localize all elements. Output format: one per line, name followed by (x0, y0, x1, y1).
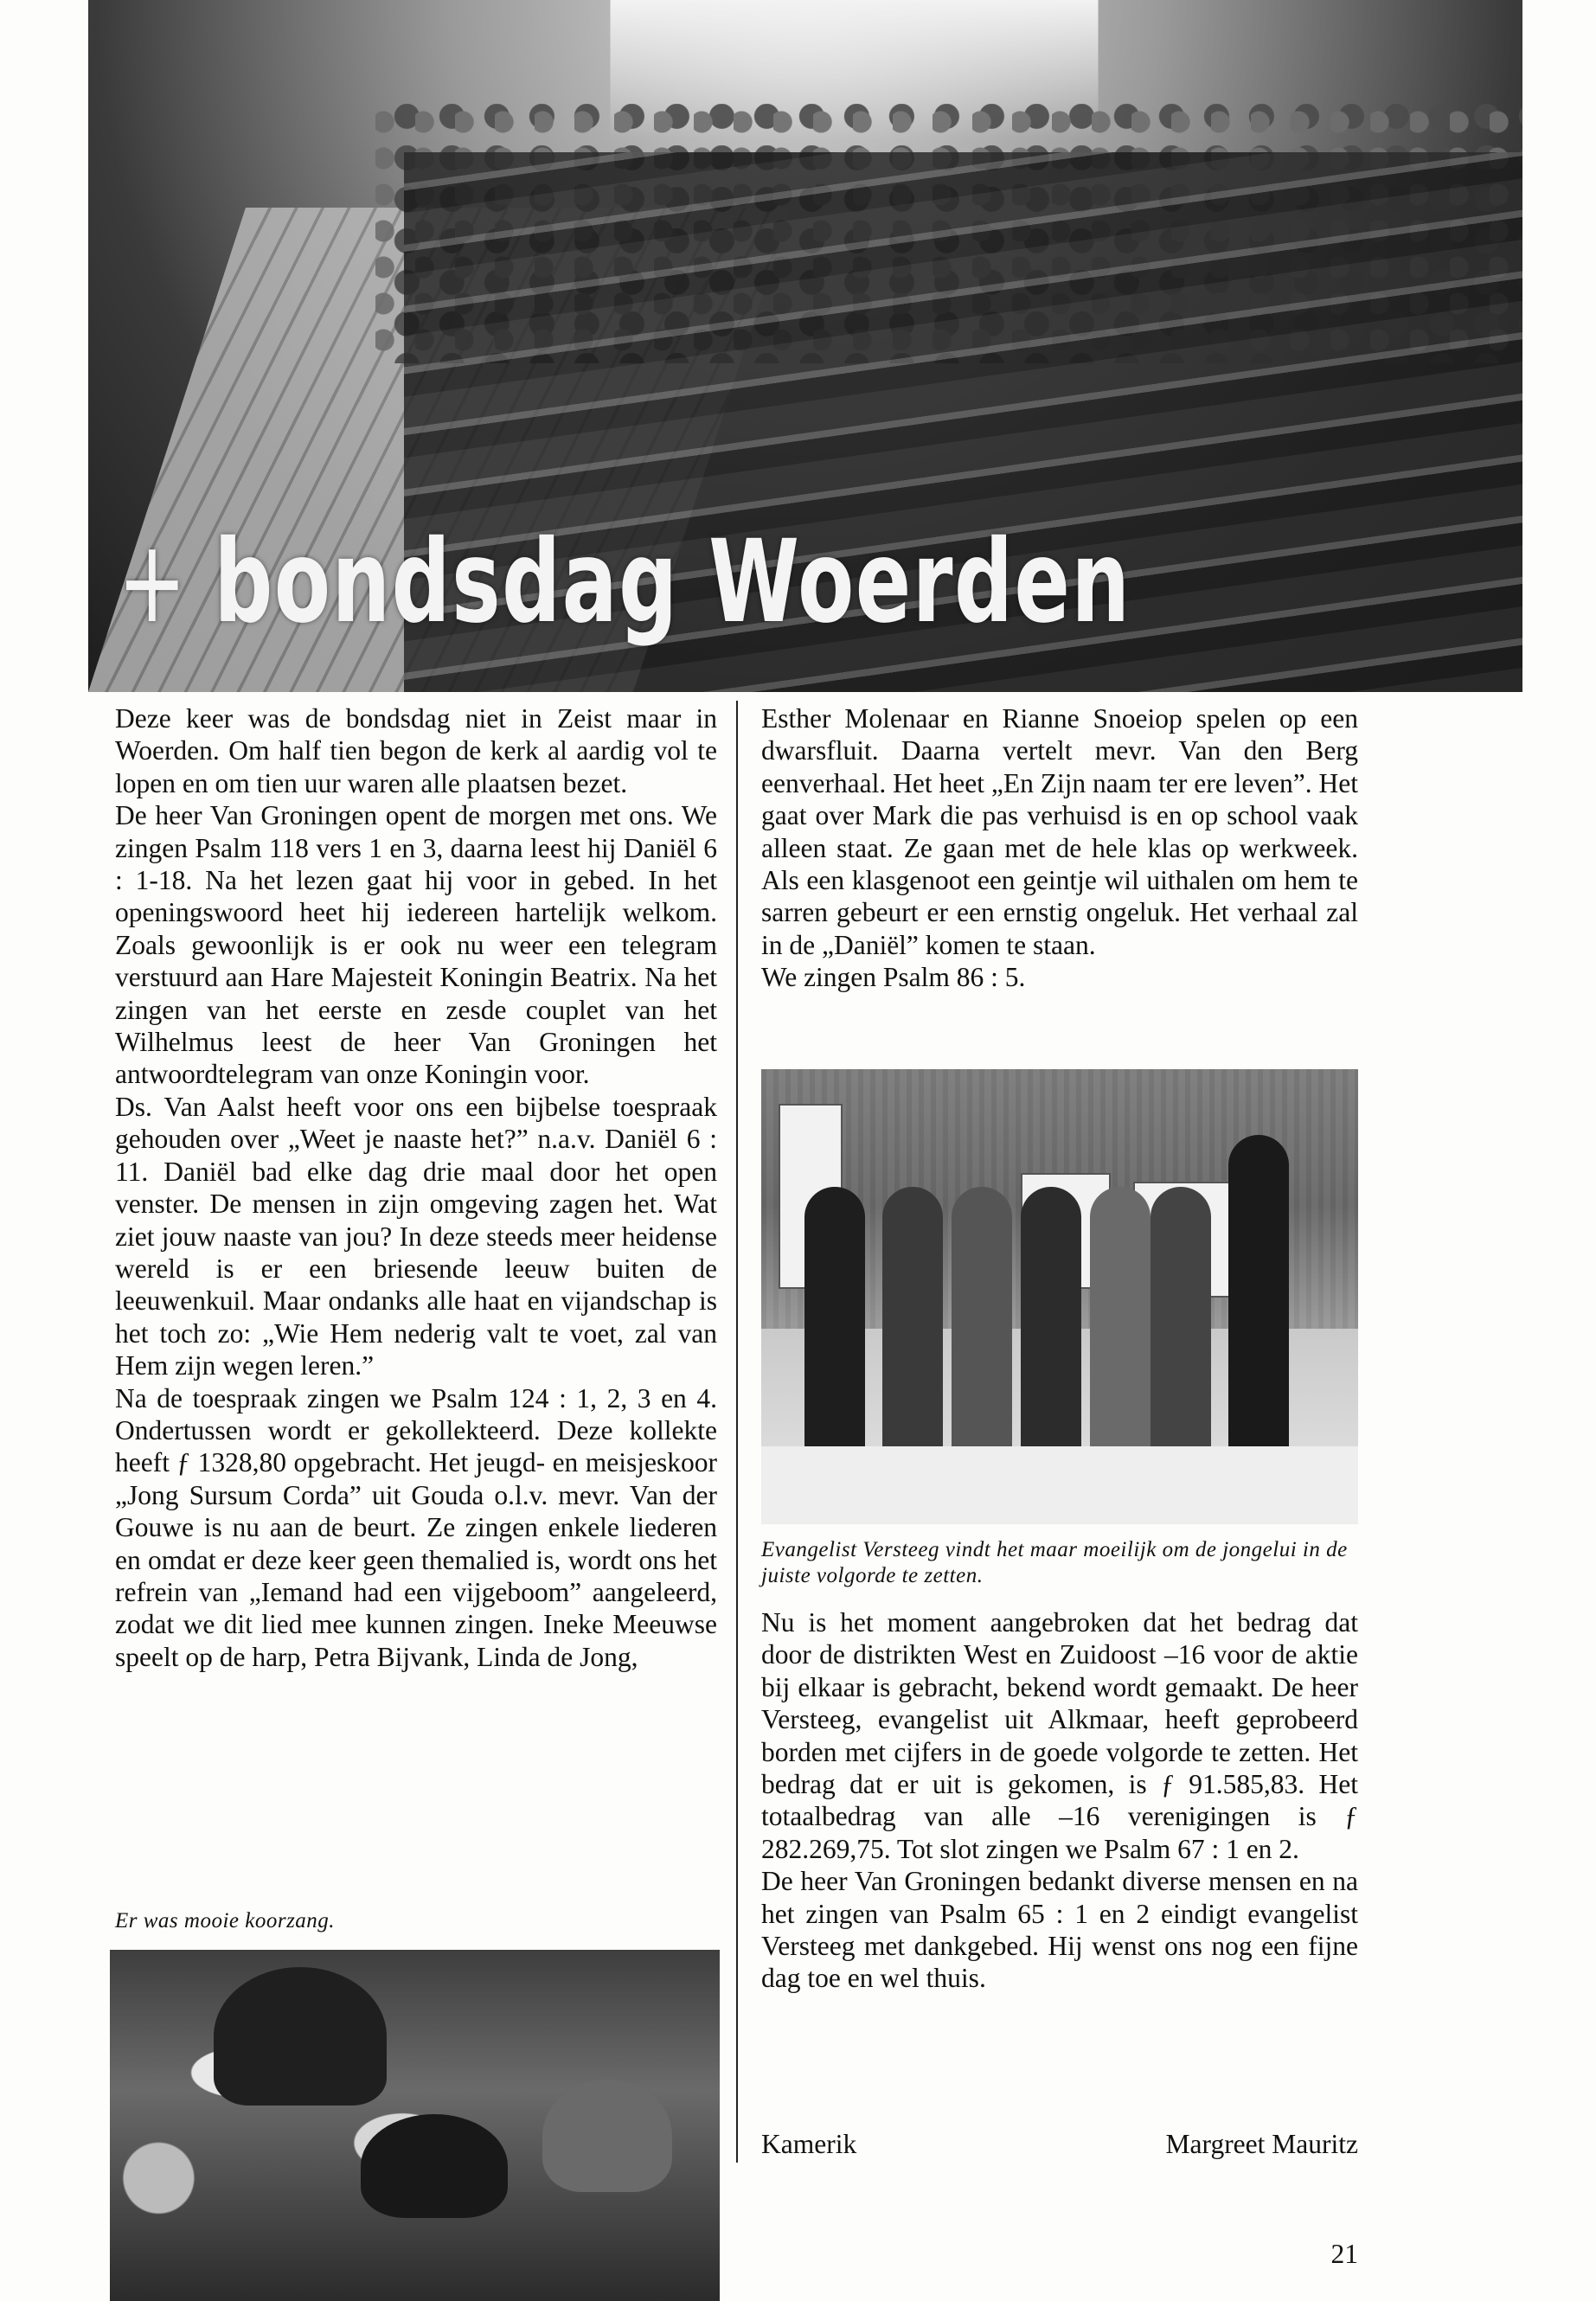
photo-person (1151, 1187, 1211, 1464)
page-number: 21 (1330, 2239, 1358, 2269)
article-title (118, 517, 1131, 647)
photo-figure-1 (214, 1967, 387, 2106)
photo-person (1021, 1187, 1081, 1464)
choir-photo (110, 1950, 720, 2301)
article-title-text: bondsdag Woerden (214, 516, 1131, 649)
author-place: Kamerik (761, 2129, 857, 2159)
right-column-bottom (761, 1606, 1358, 1995)
left-column (115, 702, 717, 1673)
photo-figure-3 (542, 2080, 672, 2192)
cross-symbol: + (118, 516, 189, 649)
left-paragraph-4: Na de toespraak zingen we Psalm 124 : 1, 2, 3 en 4. Ondertussen wordt er gekollekteerd. Deze kollekte heeft ƒ 1328,80 opgebracht. Het jeugd- en meisjeskoor „Jong Sursum Corda” uit Gouda o.l.v. mevr. Van der Gouwe is nu aan de beurt. Ze zingen enkele liederen en omdat er deze keer geen themalied is, wordt ons het refrein van „Iemand had een vijgeboom” aangeleerd, zodat we dit lied mee kunnen zingen. Ineke Meeuwse speelt op de harp, Petra Bijvank, Linda de Jong, (115, 1382, 717, 1672)
choir-photo-caption: Er was mooie koorzang. (115, 1909, 336, 1932)
photo-person (882, 1187, 943, 1464)
church-assembly-photo (88, 0, 1522, 692)
left-paragraph-2: De heer Van Groningen opent de morgen met ons. We zingen Psalm 118 vers 1 en 3, daarna leest hij Daniël 6 : 1-18. Na het lezen gaat hij voor in gebed. In het openingswoord heet hij iedereen hartelijk welkom. Zoals gewoonlijk is er ook nu weer een telegram verstuurd aan Hare Majesteit Koningin Beatrix. Na het zingen van het eerste en zesde couplet van het Wilhelmus leest de heer Van Groningen het antwoordtelegram van onze Koningin voor. (115, 800, 717, 1090)
photo-stage-floor (761, 1446, 1358, 1524)
right-paragraph-3: Nu is het moment aangebroken dat het bedrag dat door de distrikten West en Zuidoost –16 voor de aktie bij elkaar is gebracht, bekend wordt gemaakt. De heer Versteeg, evangelist uit Alkmaar, heeft geprobeerd borden met cijfers in de goede volgorde te zetten. Het bedrag dat er uit is gekomen, is ƒ 91.585,83. Het totaalbedrag van alle –16 verenigingen is ƒ 282.269,75. Tot slot zingen we Psalm 67 : 1 en 2. (761, 1607, 1358, 1864)
right-paragraph-1: Esther Molenaar en Rianne Snoeiop spelen op een dwarsfluit. Daarna vertelt mevr. Van den Berg eenverhaal. Het heet „En Zijn naam ter ere leven”. Het gaat over Mark die pas verhuisd is en op school vaak alleen staat. Ze gaan met de hele klas op werkweek. Als een klasgenoot een geintje wil uithalen om hem te sarren gebeurt er een ernstig ongeluk. Het verhaal zal in de „Daniël” komen te staan. (761, 703, 1359, 960)
left-paragraph-3: Ds. Van Aalst heeft voor ons een bijbelse toespraak gehouden over „Weet je naaste het?” n.a.v. Daniël 6 : 11. Daniël bad elke dag drie maal door het open venster. De mensen in zijn omgeving zagen het. Wat ziet jouw naaste van jou? In deze steeds meer heidense wereld is er een briesende leeuw buiten de leeuwenkuil. Maar ondanks alle haat en vijandschap is het toch zo: „Wie Hem nederig valt te voet, zal van Hem zijn wegen leren.” (115, 1091, 717, 1381)
evangelist-photo-caption: Evangelist Versteeg vindt het maar moeilijk om de jongelui in de juiste volgorde te zetten. (761, 1538, 1348, 1587)
right-paragraph-4: De heer Van Groningen bedankt diverse mensen en na het zingen van Psalm 65 : 1 en 2 eindigt evangelist Versteeg met dankgebed. Hij wenst ons nog een fijne dag toe en wel thuis. (761, 1866, 1358, 1994)
author-name: Margreet Mauritz (1165, 2129, 1358, 2159)
photo-person (804, 1187, 865, 1464)
photo-evangelist-figure (1228, 1135, 1289, 1464)
photo-person (1090, 1187, 1151, 1464)
left-paragraph-1: Deze keer was de bondsdag niet in Zeist maar in Woerden. Om half tien begon de kerk al aardig vol te lopen en om tien uur waren alle plaatsen bezet. (115, 703, 717, 798)
photo-person (952, 1187, 1012, 1464)
right-paragraph-2: We zingen Psalm 86 : 5. (761, 962, 1026, 993)
right-column-top (761, 702, 1358, 994)
column-divider (736, 701, 738, 2163)
evangelist-stage-photo (761, 1069, 1358, 1524)
photo-figure-2 (361, 2114, 508, 2218)
